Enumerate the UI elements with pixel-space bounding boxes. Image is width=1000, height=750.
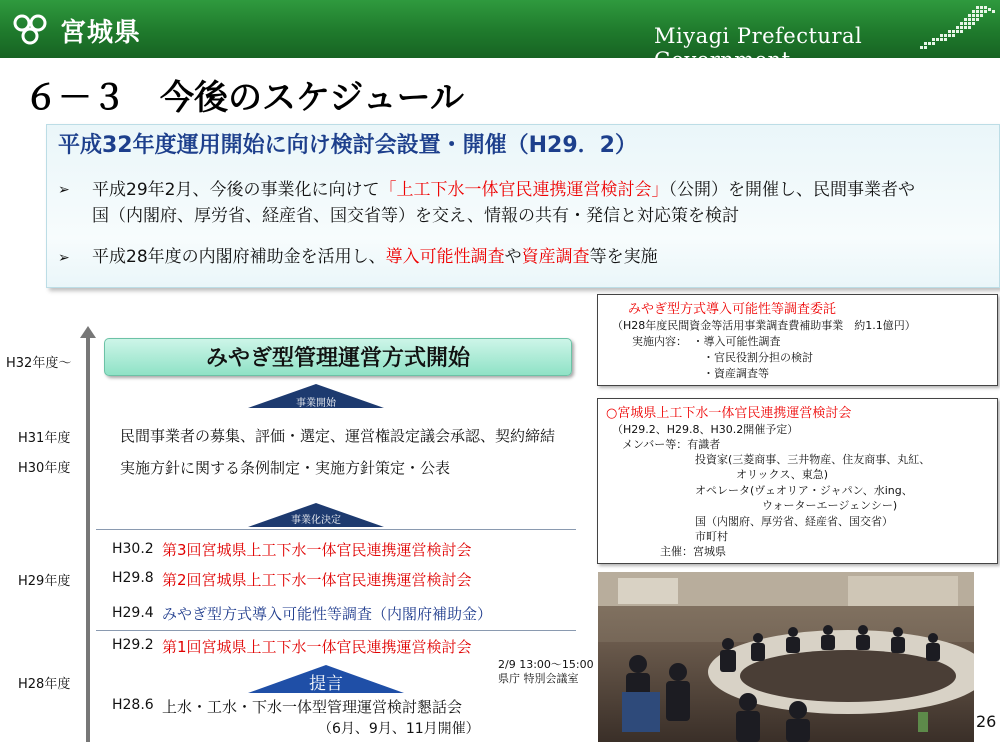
bullet-1-council-name: 「上工下水一体官民連携運営検討会」 bbox=[379, 180, 669, 200]
event-feasibility-study: みやぎ型方式導入可能性等調査（内閣府補助金） bbox=[162, 605, 493, 623]
council-box-line: オペレータ(ヴェオリア・ジャパン、水ing、 bbox=[695, 484, 913, 497]
miyagi-emblem-icon bbox=[10, 9, 50, 49]
meeting-place: 県庁 特別会議室 bbox=[498, 672, 579, 685]
council-box-line: 国（内閣府、厚労省、経産省、国交省） bbox=[695, 515, 893, 528]
bullet-2-asset-survey: 資産調査 bbox=[521, 247, 590, 267]
bullet-2-feasibility-study: 導入可能性調査 bbox=[385, 247, 505, 267]
study-box-line: ・資産調査等 bbox=[703, 367, 769, 380]
business-start-label: 事業開始 bbox=[296, 398, 336, 409]
year-label-h29: H29年度 bbox=[18, 574, 71, 589]
bullet-arrow-icon: ➢ bbox=[58, 182, 70, 198]
event-code: H28.6 bbox=[112, 697, 154, 713]
page-title: ６－３ 今後のスケジュール bbox=[24, 78, 464, 118]
study-box-line: （H28年度民間資金等活用事業調査費補助事業 約1.1億円） bbox=[612, 319, 916, 332]
council-box-line: オリックス、東急) bbox=[736, 468, 829, 481]
summary-bullet-1 bbox=[92, 177, 992, 229]
council-box-line: 主催：宮城県 bbox=[660, 545, 726, 558]
summary-bullet-2 bbox=[92, 244, 658, 270]
council-box-line: 投資家(三菱商事、三井物産、住友商事、丸紅、 bbox=[695, 453, 931, 466]
event-roundtable-dates: （6月、9月、11月開催） bbox=[318, 721, 480, 737]
meeting-photo bbox=[598, 572, 974, 742]
event-council-1: 第1回宮城県上工下水一体官民連携運営検討会 bbox=[162, 638, 472, 656]
event-roundtable: 上水・工水・下水一体型管理運営検討懇話会 bbox=[162, 698, 463, 716]
operation-start-banner-text: みやぎ型管理運営方式開始 bbox=[205, 346, 470, 371]
bullet-2-text-a: 平成28年度の内閣府補助金を活用し、 bbox=[92, 247, 386, 267]
bullet-1-text-a: 平成29年2月、今後の事業化に向けて bbox=[92, 180, 380, 200]
year-label-h32: H32年度～ bbox=[6, 356, 72, 371]
study-box-title: みやぎ型方式導入可能性等調査委託 bbox=[628, 302, 837, 317]
study-box-line: ・官民役割分担の検討 bbox=[703, 351, 813, 364]
year-label-h31: H31年度 bbox=[18, 431, 71, 446]
bullet-2-text-b: や bbox=[504, 247, 522, 267]
council-box-line: メンバー等：有識者 bbox=[622, 438, 721, 451]
event-council-2: 第2回宮城県上工下水一体官民連携運営検討会 bbox=[162, 571, 472, 589]
h31-activity: 民間事業者の募集、評価・選定、運営権設定議会承認、契約締結 bbox=[120, 427, 556, 445]
bullet-1-line-2: 国（内閣府、厚労省、経産省、国交省等）を交え、情報の共有・発信と対応策を検討 bbox=[92, 206, 740, 226]
bullet-arrow-icon: ➢ bbox=[58, 250, 70, 266]
h30-activity: 実施方針に関する条例制定・実施方針策定・公表 bbox=[120, 459, 451, 477]
bullet-2-text-c: 等を実施 bbox=[589, 247, 658, 267]
event-code: H29.4 bbox=[112, 605, 154, 621]
proposal-label: 提言 bbox=[309, 674, 343, 694]
government-name: Miyagi Prefectural Government bbox=[654, 24, 863, 72]
year-label-h30: H30年度 bbox=[18, 461, 71, 476]
event-code: H29.2 bbox=[112, 637, 154, 653]
summary-title: 平成32年度運用開始に向け検討会設置・開催（H29．2） bbox=[58, 133, 637, 158]
year-label-h28: H28年度 bbox=[18, 677, 71, 692]
bullet-1-text-b: （公開）を開催し、民間事業者や bbox=[668, 180, 915, 200]
council-box-line: ウォーターエージェンシー) bbox=[762, 499, 898, 512]
council-box-line: （H29.2、H29.8、H30.2開催予定） bbox=[612, 423, 799, 436]
meeting-time: 2/9 13:00～15:00 bbox=[498, 658, 594, 671]
japan-map-dots-icon bbox=[914, 4, 998, 56]
study-box-line: 実施内容： ・導入可能性調査 bbox=[632, 335, 781, 348]
event-council-3: 第3回宮城県上工下水一体官民連携運営検討会 bbox=[162, 541, 472, 559]
divider-line bbox=[96, 630, 576, 631]
council-box-line: 市町村 bbox=[695, 530, 728, 543]
divider-line bbox=[96, 529, 576, 530]
council-box-title: ○宮城県上工下水一体官民連携運営検討会 bbox=[606, 406, 852, 421]
timeline-axis bbox=[86, 334, 90, 742]
prefecture-name: 宮城県 bbox=[60, 18, 142, 48]
event-code: H29.8 bbox=[112, 570, 154, 586]
event-code: H30.2 bbox=[112, 541, 154, 557]
page-number: 26 bbox=[976, 712, 997, 731]
commercialization-decision-label: 事業化決定 bbox=[291, 515, 341, 526]
